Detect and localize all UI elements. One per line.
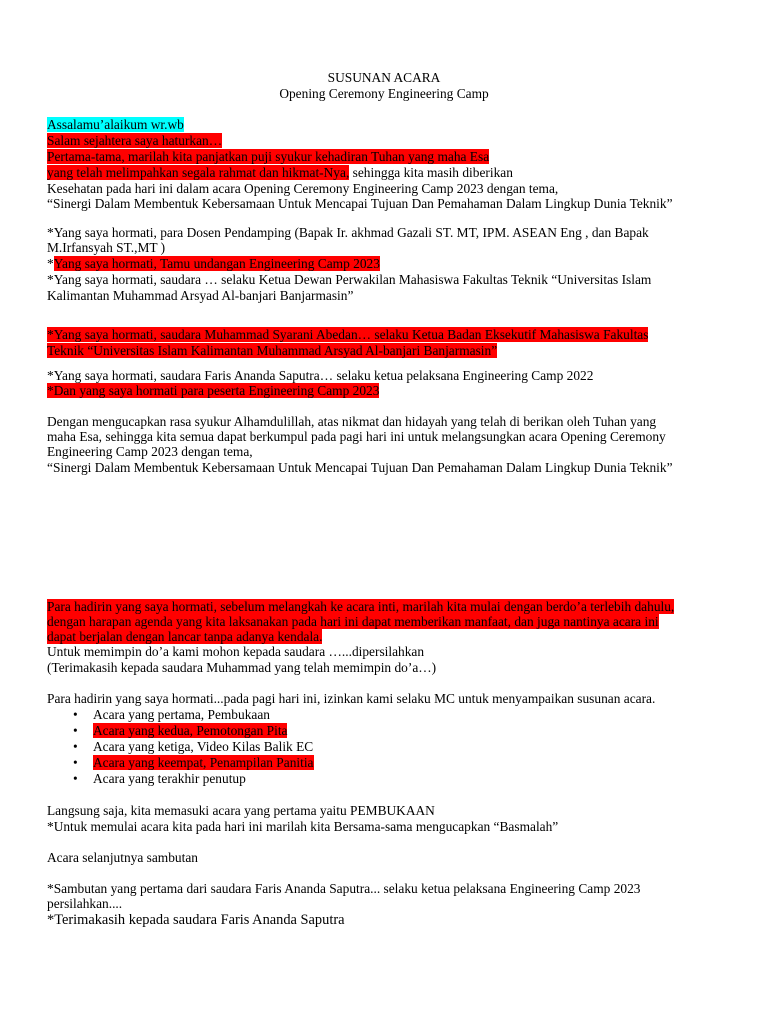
hormat-tamu-star: *	[47, 256, 54, 271]
acara-list	[47, 707, 314, 787]
doc-subtitle: Opening Ceremony Engineering Camp	[279, 86, 489, 101]
syukur-line-3: Engineering Camp 2023 dengan tema,	[47, 444, 253, 459]
sambutan-line-1: *Sambutan yang pertama dari saudara Faris Ananda Saputra... selaku ketua pelaksana Engineering Camp 2023	[47, 881, 641, 896]
hormat-dpm-line-2: Kalimantan Muhammad Arsyad Al-banjari Banjarmasin”	[47, 288, 354, 303]
pembukaan-line-2: *Untuk memulai acara kita pada hari ini marilah kita Bersama-sama mengucapkan “Basmalah”	[47, 819, 559, 834]
acara-item-3: Acara yang ketiga, Video Kilas Balik EC	[93, 739, 314, 754]
yang-telah-rest: sehingga kita masih diberikan	[349, 165, 513, 180]
hormat-tamu-text: Yang saya hormati, Tamu undangan Engineering Camp 2023	[53, 256, 380, 271]
hormat-bem-line-2	[47, 343, 737, 359]
bullet-icon: •	[73, 755, 78, 770]
list-item	[47, 755, 314, 771]
acara-item-2: Acara yang kedua, Pemotongan Pita	[93, 723, 288, 738]
bullet-icon: •	[73, 723, 78, 738]
susunan-intro: Para hadirin yang saya hormati...pada pagi hari ini, izinkan kami selaku MC untuk menyampaikan susunan acara.	[47, 691, 656, 706]
syukur-line-1: Dengan mengucapkan rasa syukur Alhamdulillah, atas nikmat dan hidayah yang telah di berikan oleh Tuhan yang	[47, 414, 657, 429]
hormat-peserta-line	[47, 383, 737, 399]
hormat-bem-text-1: *Yang saya hormati, saudara Muhammad Syarani Abedan… selaku Ketua Badan Eksekutif Mahasiswa Fakultas	[47, 327, 649, 342]
hormat-tamu-line	[47, 256, 737, 272]
doa-line-3	[47, 629, 737, 645]
doa-text-1: Para hadirin yang saya hormati, sebelum melangkah ke acara inti, marilah kita mulai dengan berdo’a terlebih dahulu,	[47, 599, 675, 614]
syukur-line-2: maha Esa, sehingga kita semua dapat berkumpul pada pagi hari ini untuk melangsungkan acara Opening Ceremony	[47, 429, 666, 444]
pertama-line	[47, 149, 737, 165]
yang-telah-text: yang telah melimpahkan segala rahmat dan hikmat-Nya,	[47, 165, 350, 180]
terima-kasih-line: *Terimakasih kepada saudara Faris Ananda Saputra	[47, 912, 345, 928]
sambutan-line-2: persilahkan....	[47, 896, 123, 911]
hormat-bem-text-2: Teknik “Universitas Islam Kalimantan Muhammad Arsyad Al-banjari Banjarmasin”	[47, 343, 498, 358]
doa-line-5: (Terimakasih kepada saudara Muhammad yang telah memimpin do’a…)	[47, 660, 437, 675]
tema-line-2: “Sinergi Dalam Membentuk Kebersamaan Untuk Mencapai Tujuan Dan Pemahaman Dalam Lingkup Dunia Teknik”	[47, 460, 673, 475]
doa-text-2: dengan harapan agenda yang kita laksanakan pada hari ini dapat memberikan manfaat, dan juga nantinya acara ini	[47, 614, 659, 629]
list-item	[47, 771, 314, 787]
doc-title: SUSUNAN ACARA	[327, 70, 441, 85]
salam-line	[47, 133, 737, 149]
list-item	[47, 707, 314, 723]
hormat-dosen-line-1: *Yang saya hormati, para Dosen Pendamping (Bapak Ir. akhmad Gazali ST. MT, IPM. ASEAN Eng , dan Bapak	[47, 225, 649, 240]
tema-line: “Sinergi Dalam Membentuk Kebersamaan Untuk Mencapai Tujuan Dan Pemahaman Dalam Lingkup Dunia Teknik”	[47, 196, 673, 211]
list-item	[47, 739, 314, 755]
yang-telah-line	[47, 165, 737, 181]
pertama-text: Pertama-tama, marilah kita panjatkan puji syukur kehadiran Tuhan yang maha Esa	[47, 149, 490, 164]
hormat-bem-line-1	[47, 327, 737, 343]
doa-line-4: Untuk memimpin do’a kami mohon kepada saudara …...dipersilahkan	[47, 644, 425, 659]
bullet-icon: •	[73, 771, 78, 786]
acara-item-1: Acara yang pertama, Pembukaan	[93, 707, 270, 722]
acara-item-4: Acara yang keempat, Penampilan Panitia	[93, 755, 314, 770]
greeting	[47, 117, 737, 133]
hormat-dpm-line-1: *Yang saya hormati, saudara … selaku Ketua Dewan Perwakilan Mahasiswa Fakultas Teknik “Universitas Islam	[47, 272, 652, 287]
kesehatan-line: Kesehatan pada hari ini dalam acara Opening Ceremony Engineering Camp 2023 dengan tema,	[47, 181, 559, 196]
hormat-faris-line: *Yang saya hormati, saudara Faris Ananda Saputra… selaku ketua pelaksana Engineering Camp 2022	[47, 368, 594, 383]
greeting-text: Assalamu’alaikum wr.wb	[47, 117, 184, 132]
sambutan-heading: Acara selanjutnya sambutan	[47, 850, 198, 865]
bullet-icon: •	[73, 739, 78, 754]
doa-line-1	[47, 599, 737, 615]
bullet-icon: •	[73, 707, 78, 722]
doa-text-3: dapat berjalan dengan lancar tanpa adanya kendala.	[47, 629, 323, 644]
doa-line-2	[47, 614, 737, 630]
hormat-peserta-text: *Dan yang saya hormati para peserta Engineering Camp 2023	[47, 383, 380, 398]
salam-text: Salam sejahtera saya haturkan…	[47, 133, 223, 148]
list-item	[47, 723, 314, 739]
pembukaan-line-1: Langsung saja, kita memasuki acara yang pertama yaitu PEMBUKAAN	[47, 803, 435, 818]
acara-item-5: Acara yang terakhir penutup	[93, 771, 246, 786]
hormat-dosen-line-2: M.Irfansyah ST.,MT )	[47, 240, 166, 255]
